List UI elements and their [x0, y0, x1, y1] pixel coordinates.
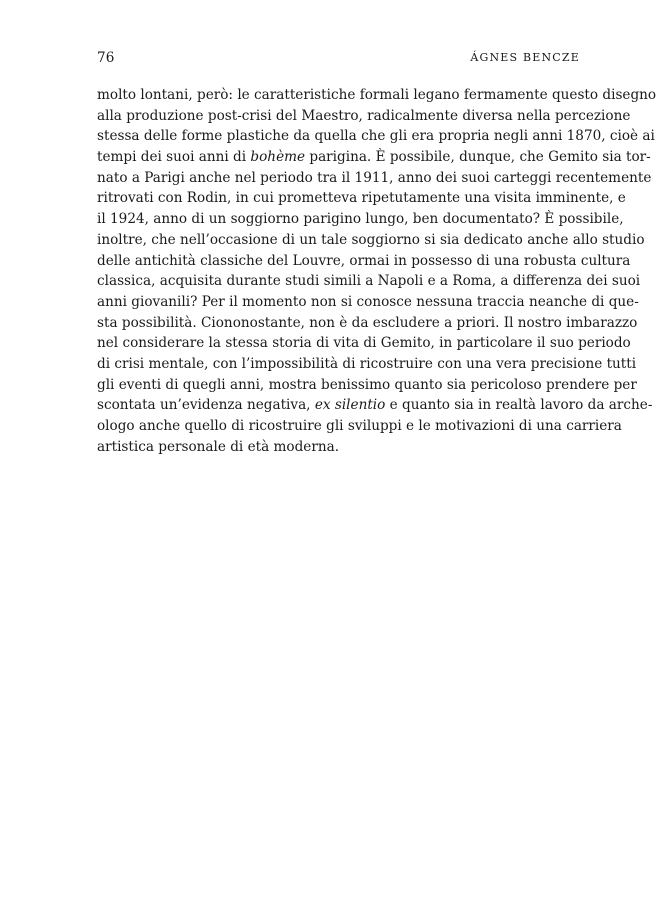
- text-line: [97, 395, 653, 416]
- running-head: ÁGNES BENCZE: [470, 51, 580, 64]
- text-line: molto lontani, però: le caratteristiche formali legano fermamente questo disegno: [97, 87, 656, 103]
- text-line: delle antichità classiche del Louvre, ormai in possesso di una robusta cultura: [97, 252, 631, 269]
- text-run: parigina. È possibile, dunque, che Gemito sia tor-: [305, 149, 651, 166]
- text-line: di crisi mentale, con l’impossibilità di ricostruire con una vera precisione tutti: [97, 355, 637, 372]
- text-run: e quanto sia in realtà lavoro da arche-: [385, 397, 653, 414]
- text-line: stessa delle forme plastiche da quella che gli era propria negli anni 1870, cioè ai: [97, 128, 655, 145]
- body-paragraph: [97, 85, 656, 457]
- page-number: 76: [97, 50, 115, 66]
- text-line: [97, 147, 651, 168]
- text-run: scontata un’evidenza negativa,: [97, 397, 315, 414]
- text-line: nel considerare la stessa storia di vita di Gemito, in particolare il suo periodo: [97, 335, 631, 352]
- text-line: ologo anche quello di ricostruire gli sviluppi e le motivazioni di una carriera: [97, 418, 622, 434]
- text-line: artistica personale di età moderna.: [97, 438, 340, 455]
- text-line: il 1924, anno di un soggiorno parigino lungo, ben documentato? È possibile,: [97, 211, 624, 228]
- text-line: nato a Parigi anche nel periodo tra il 1911, anno dei suoi carteggi recentemente: [97, 169, 652, 186]
- italic-term: ex silentio: [314, 397, 386, 414]
- text-line: alla produzione post-crisi del Maestro, radicalmente diversa nella percezione: [97, 107, 631, 124]
- text-line: inoltre, che nell’occasione di un tale soggiorno si sia dedicato anche allo studio: [97, 231, 645, 248]
- text-line: anni giovanili? Per il momento non si conosce nessuna traccia neanche di que-: [97, 293, 639, 310]
- text-line: ritrovati con Rodin, in cui prometteva ripetutamente una visita imminente, e: [97, 190, 626, 207]
- text-line: sta possibilità. Ciononostante, non è da escludere a priori. Il nostro imbarazzo: [97, 314, 638, 331]
- text-line: classica, acquisita durante studi simili a Napoli e a Roma, a differenza dei suoi: [97, 273, 641, 290]
- text-run: tempi dei suoi anni di: [97, 149, 251, 166]
- italic-term: bohème: [250, 149, 306, 166]
- text-line: gli eventi di quegli anni, mostra benissimo quanto sia pericoloso prendere per: [97, 376, 637, 393]
